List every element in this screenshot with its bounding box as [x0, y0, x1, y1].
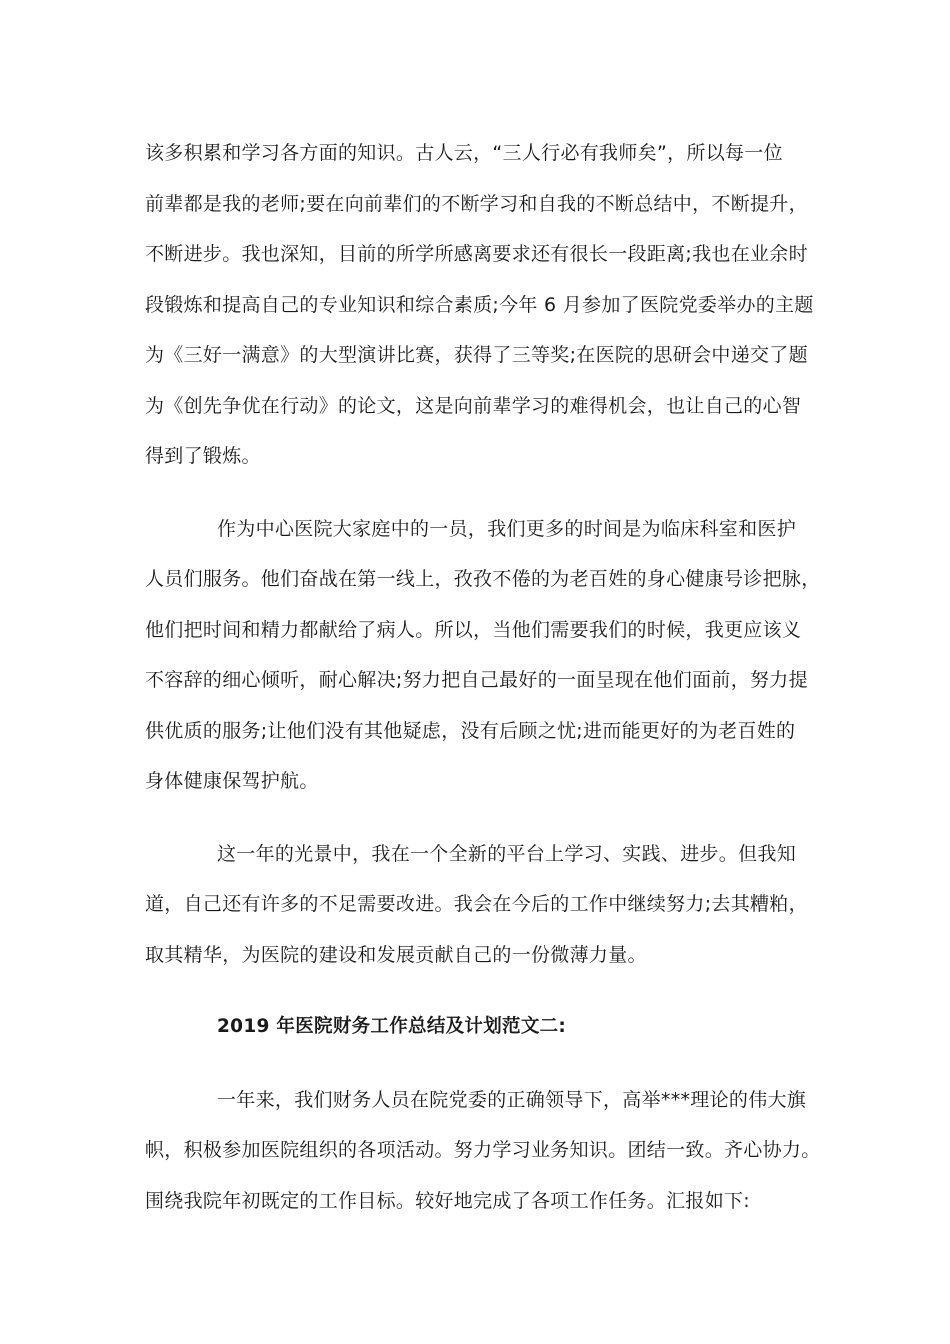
text-line: 身体健康保驾护航。 — [145, 770, 319, 792]
paragraph — [145, 829, 815, 981]
text-line: 人员们服务。他们奋战在第一线上，孜孜不倦的为老百姓的身心健康号诊把脉， — [145, 568, 821, 590]
text-line: 作为中心医院大家庭中的一员，我们更多的时间是为临床科室和医护 — [217, 517, 797, 540]
text-line: 前辈都是我的老师;要在向前辈们的不断学习和自我的不断总结中，不断提升， — [145, 192, 808, 215]
text-line: 取其精华，为医院的建设和发展贡献自己的一份微薄力量。 — [145, 943, 647, 966]
text-line: 不容辞的细心倾听，耐心解决;努力把自己最好的一面呈现在他们面前，努力提 — [145, 669, 808, 691]
text-line: 帜，积极参加医院组织的各项活动。努力学习业务知识。团结一致。齐心协力。 — [145, 1139, 821, 1161]
text-line: 段锻炼和提高自己的专业知识和综合素质;今年 6 月参加了医院党委举办的主题 — [145, 293, 814, 316]
text-line: 该多积累和学习各方面的知识。古人云，“三人行必有我师矣”，所以每一位 — [145, 142, 783, 164]
text-line: 围绕我院年初既定的工作目标。较好地完成了各项工作任务。汇报如下: — [145, 1189, 751, 1212]
text-line: 道，自己还有许多的不足需要改进。我会在今后的工作中继续努力;去其糟粕， — [145, 893, 808, 915]
text-line: 为《三好一满意》的大型演讲比赛，获得了三等奖;在医院的思研会中递交了题 — [145, 344, 808, 366]
text-line: 不断进步。我也深知，目前的所学所感离要求还有很长一段距离;我也在业余时 — [145, 243, 808, 265]
paragraph — [145, 1075, 821, 1227]
text-line: 他们把时间和精力都献给了病人。所以，当他们需要我们的时候，我更应该义 — [145, 618, 802, 641]
section-heading: 2019 年医院财务工作总结及计划范文二: — [217, 1016, 567, 1037]
paragraph — [145, 504, 821, 807]
text-line: 为《创先争优在行动》的论文，这是向前辈学习的难得机会，也让自己的心智 — [145, 394, 802, 417]
document-body — [145, 128, 821, 1226]
text-line: 得到了锻炼。 — [145, 445, 261, 467]
text-line: 一年来，我们财务人员在院党委的正确领导下，高举***理论的伟大旗 — [217, 1088, 807, 1111]
paragraph — [145, 128, 815, 482]
text-line: 这一年的光景中，我在一个全新的平台上学习、实践、进步。但我知 — [217, 842, 797, 865]
text-line: 供优质的服务;让他们没有其他疑虑，没有后顾之忧;进而能更好的为老百姓的 — [145, 719, 796, 742]
